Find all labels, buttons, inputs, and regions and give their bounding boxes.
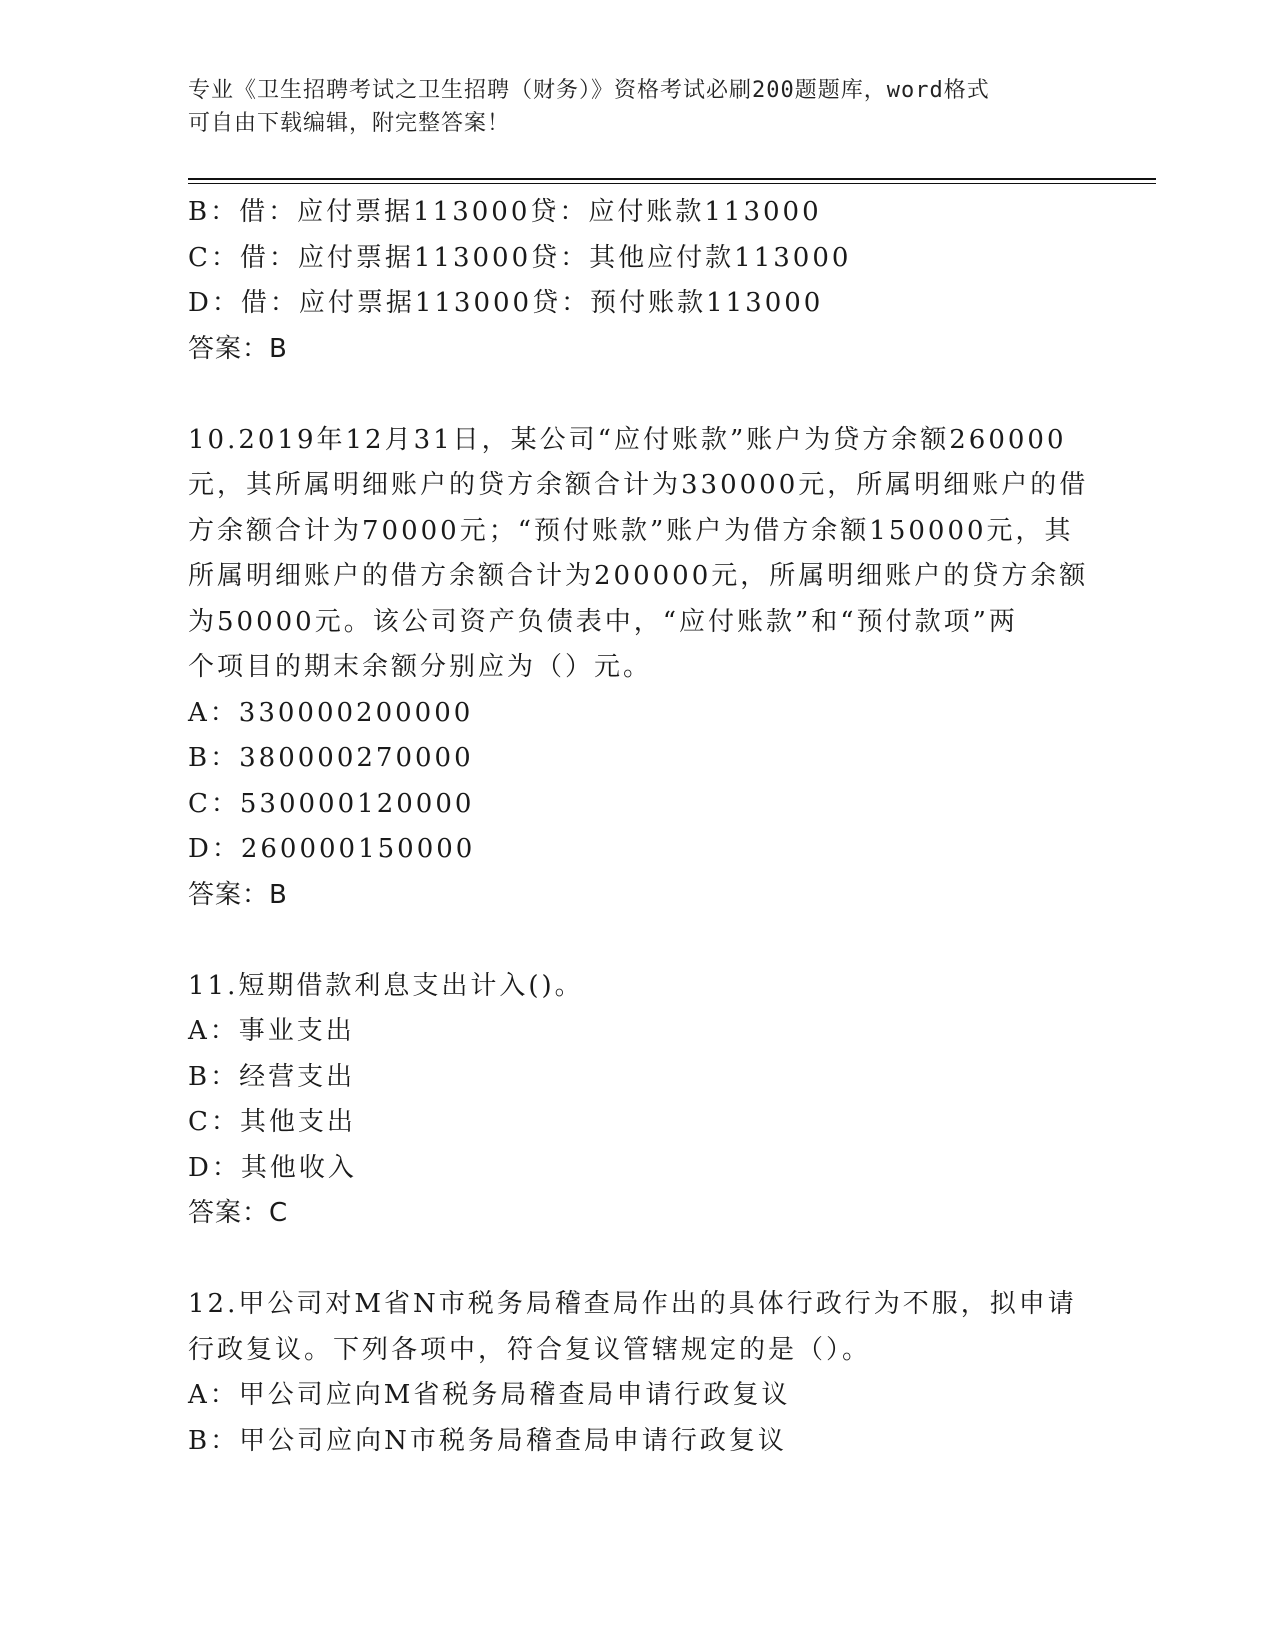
option-b: B：甲公司应向N市税务局稽查局申请行政复议 <box>188 1425 787 1456</box>
question-12 <box>188 1282 1088 1464</box>
option-b: B：380000270000 <box>188 743 474 773</box>
question-stem-line: 行政复议。下列各项中，符合复议管辖规定的是（）。 <box>188 1334 872 1365</box>
option-a: A：事业支出 <box>188 1016 355 1046</box>
question-stem-line: 个项目的期末余额分别应为（）元。 <box>188 652 653 682</box>
option-c: C：其他支出 <box>188 1107 356 1137</box>
header-line-2: 可自由下载编辑，附完整答案！ <box>188 111 511 136</box>
option-a: A：330000200000 <box>188 697 474 728</box>
option-b: B：经营支出 <box>188 1061 356 1092</box>
answer: 答案：B <box>188 333 288 364</box>
question-9-tail <box>188 190 1088 372</box>
question-stem-line: 11.短期借款利息支出计入()。 <box>188 970 584 1001</box>
header-divider-thick <box>188 178 1156 180</box>
question-stem-line: 所属明细账户的借方余额合计为200000元，所属明细账户的贷方余额 <box>188 561 1089 591</box>
question-stem-line: 方余额合计为70000元；“预付账款”账户为借方余额150000元，其 <box>188 515 1074 546</box>
question-list <box>188 190 1088 1464</box>
option-c: C：借：应付票据113000贷：其他应付款113000 <box>188 242 852 273</box>
option-c: C：530000120000 <box>188 788 475 819</box>
answer: 答案：B <box>188 879 288 910</box>
option-d: D：260000150000 <box>188 834 476 864</box>
option-d: D：借：应付票据113000贷：预付账款113000 <box>188 288 824 318</box>
option-a: A：甲公司应向M省税务局稽查局申请行政复议 <box>188 1380 791 1410</box>
question-spacer <box>188 1237 1088 1283</box>
option-d: D：其他收入 <box>188 1152 357 1183</box>
answer: 答案：C <box>188 1198 289 1228</box>
question-stem-line: 12.甲公司对M省N市税务局稽查局作出的具体行政行为不服，拟申请 <box>188 1289 1077 1319</box>
question-11 <box>188 964 1088 1237</box>
option-b: B：借：应付票据113000贷：应付账款113000 <box>188 197 822 227</box>
question-spacer <box>188 372 1088 418</box>
question-10 <box>188 418 1088 919</box>
question-stem-line: 元，其所属明细账户的贷方余额合计为330000元，所属明细账户的借 <box>188 470 1089 500</box>
question-stem-line: 10.2019年12月31日，某公司“应付账款”账户为贷方余额260000 <box>188 424 1067 455</box>
header-divider-thin <box>188 183 1156 184</box>
question-spacer <box>188 918 1088 964</box>
document-header <box>188 74 1088 140</box>
header-line-1: 专业《卫生招聘考试之卫生招聘（财务）》资格考试必刷200题题库，word格式 <box>188 78 990 103</box>
question-stem-line: 为50000元。该公司资产负债表中，“应付账款”和“预付款项”两 <box>188 606 1018 637</box>
